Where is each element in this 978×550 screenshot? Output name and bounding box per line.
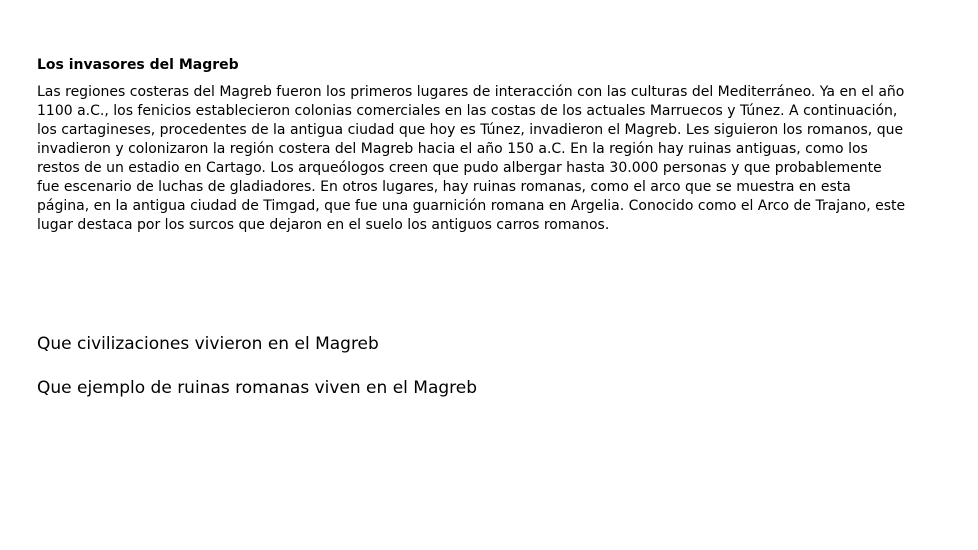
article-title: Los invasores del Magreb xyxy=(37,57,239,73)
questions-section xyxy=(37,333,917,421)
question-1: Que civilizaciones vivieron en el Magreb xyxy=(37,334,379,354)
article-body: Las regiones costeras del Magreb fueron los primeros lugares de interacción con las culturas del Mediterráneo. Ya en el año 1100 a.C., los fenicios establecieron colonias comerciales en las costas de los actuales Marruecos y Túnez. A continuación, los cartagineses, procedentes de la antigua ciudad que hoy es Túnez, invadieron el Magreb. Les siguieron los romanos, que invadieron y colonizaron la región costera del Magreb hacia el año 150 a.C. En la región hay ruinas antiguas, como los restos de un estadio en Cartago. Los arqueólogos creen que pudo albergar hasta 30.000 personas y que probablemente fue escenario de luchas de gladiadores. En otros lugares, hay ruinas romanas, como el arco que se muestra en esta página, en la antigua ciudad de Timgad, que fue una guarnición romana en Argelia. Conocido como el Arco de Trajano, este lugar destaca por los surcos que dejaron en el suelo los antiguos carros romanos. xyxy=(37,84,906,233)
question-2: Que ejemplo de ruinas romanas viven en el Magreb xyxy=(37,378,478,398)
article-section xyxy=(37,56,907,235)
